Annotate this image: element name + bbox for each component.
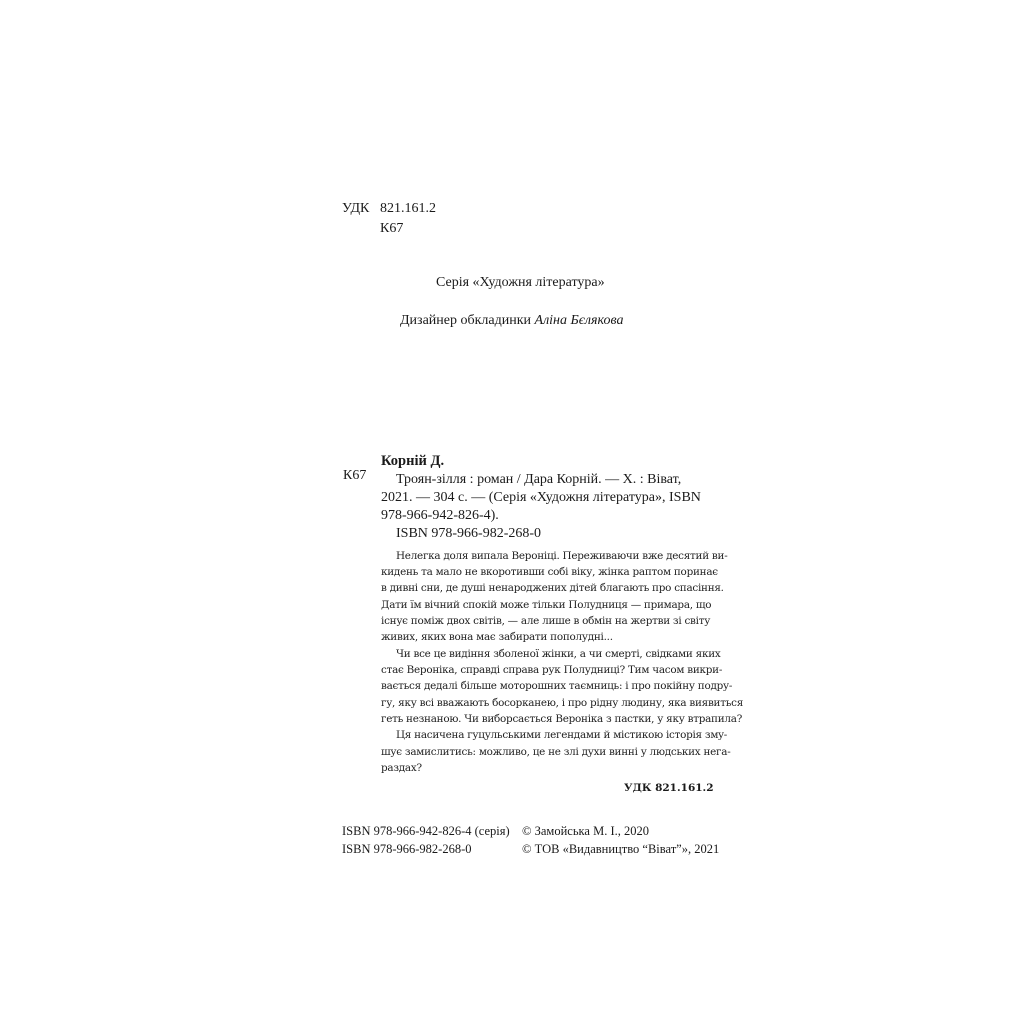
designer-name: Аліна Бєлякова bbox=[534, 313, 624, 328]
annotation-line: Дати їм вічний спокій може тільки Полудниця — примара, що bbox=[381, 599, 712, 611]
annotation-line: кидень та мало не вкоротивши собі віку, жінка раптом поринає bbox=[381, 566, 718, 578]
annotation-line: живих, яких вона має забирати пополудні... bbox=[381, 631, 613, 643]
catalog-biblio-line-3: 978-966-942-826-4). bbox=[381, 508, 499, 523]
annotation-line: Чи все це видіння зболеної жінки, а чи смерті, свідками яких bbox=[396, 648, 721, 660]
catalog-author: Корній Д. bbox=[381, 453, 445, 469]
designer-line bbox=[400, 313, 623, 329]
annotation-line: Нелегка доля випала Вероніці. Переживаючи вже десятий ви- bbox=[396, 550, 728, 562]
footer-copyright-author: © Замойська М. І., 2020 bbox=[522, 824, 649, 838]
annotation-line: в дивні сни, де душі ненароджених дітей благають про спасіння. bbox=[381, 582, 724, 594]
udk-code: 821.161.2 bbox=[380, 201, 436, 216]
annotation-line: раздах? bbox=[381, 762, 422, 774]
udk-label: УДК bbox=[342, 201, 370, 216]
annotation-line: шує замислитись: можливо, це не злі духи винні у людських нега- bbox=[381, 746, 731, 758]
udk-header bbox=[342, 199, 369, 219]
catalog-biblio-line-1: Троян-зілля : роман / Дара Корній. — Х. : Віват, bbox=[396, 472, 682, 487]
catalog-biblio-line-2: 2021. — 304 с. — (Серія «Художня література», ISBN bbox=[381, 490, 701, 505]
udk-author-mark: К67 bbox=[380, 221, 404, 236]
footer-isbn-book: ISBN 978-966-982-268-0 bbox=[342, 842, 472, 856]
catalog-isbn: ISBN 978-966-982-268-0 bbox=[396, 526, 542, 541]
annotation-line: геть незнаною. Чи виборсається Вероніка з пастки, у яку втрапила? bbox=[381, 713, 743, 725]
udk-bottom: УДК 821.161.2 bbox=[624, 782, 714, 794]
footer-copyright-publisher: © ТОВ «Видавництво “Віват”», 2021 bbox=[522, 842, 720, 856]
footer-isbn-series: ISBN 978-966-942-826-4 (серія) bbox=[342, 824, 510, 838]
annotation-line: гу, яку всі вважають босорканею, і про рідну людину, яка виявиться bbox=[381, 697, 744, 709]
annotation-line: стає Вероніка, справді справа рук Полудниці? Тим часом викри- bbox=[381, 664, 723, 676]
series-line: Серія «Художня література» bbox=[436, 275, 605, 290]
annotation-line: вається дедалі більше моторошних таємниць: і про покійну подру- bbox=[381, 680, 733, 692]
annotation-line: Ця насичена гуцульськими легендами й містикою історія змy- bbox=[396, 729, 728, 741]
designer-prefix: Дизайнер обкладинки bbox=[400, 313, 532, 328]
annotation-line: існує поміж двох світів, — але лише в обмін на жертви зі світу bbox=[381, 615, 711, 627]
catalog-author-mark: К67 bbox=[343, 468, 367, 483]
